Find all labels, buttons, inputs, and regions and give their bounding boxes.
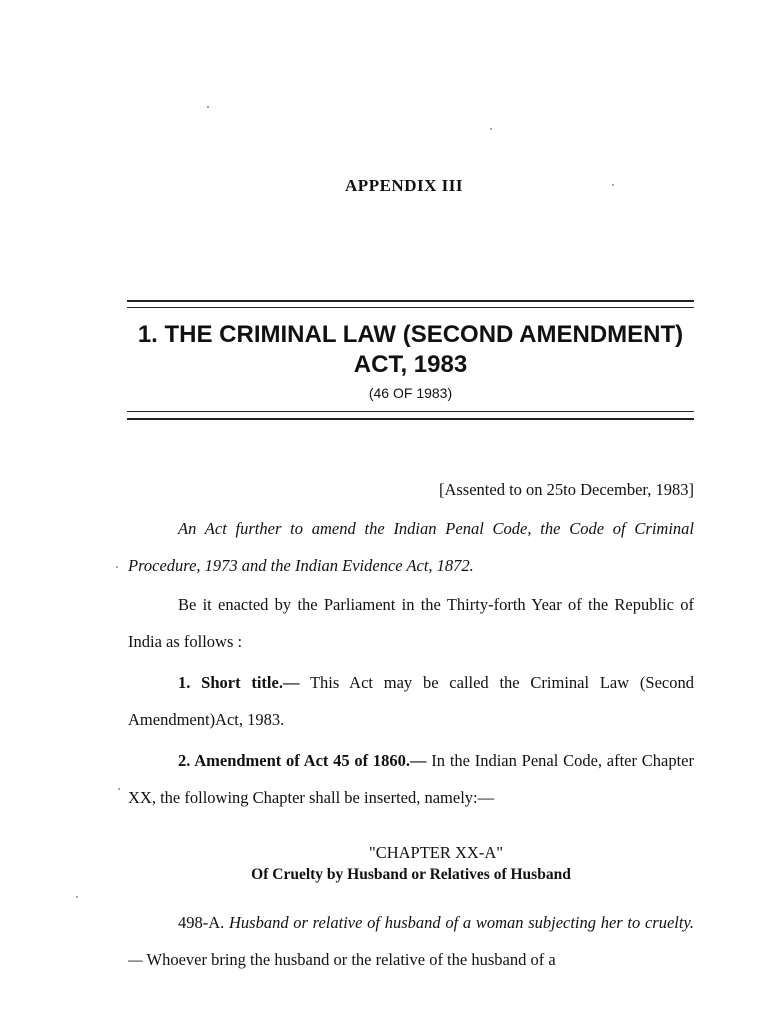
- section-heading: 1. Short title.—: [178, 673, 300, 692]
- assent-date: [Assented to on 25to December, 1983]: [438, 480, 694, 499]
- scan-speck: [207, 106, 209, 108]
- scan-speck: [118, 788, 120, 790]
- section-amendment: [128, 742, 694, 816]
- section-498a: [128, 904, 694, 978]
- section-text: This Act may be called the Criminal Law (Second Amendment)Act, 1983.: [128, 673, 694, 729]
- chapter-subtitle: Of Cruelty by Husband or Relatives of Husband: [251, 866, 571, 883]
- act-number: (46 OF 1983): [368, 385, 453, 401]
- section-short-title: [128, 664, 694, 738]
- section-text: Whoever bring the husband or the relative of the husband of a: [142, 950, 556, 969]
- bottom-rule-thin: [127, 411, 694, 412]
- section-text: In the Indian Penal Code, after Chapter XX, the following Chapter shall be inserted, namely:—: [128, 751, 694, 807]
- top-rule: [127, 300, 694, 302]
- long-title: An Act further to amend the Indian Penal Code, the Code of Criminal Procedure, 1973 and the Indian Evidence Act, 1872.: [128, 519, 694, 575]
- scan-speck: [490, 128, 492, 130]
- section-heading: 2. Amendment of Act 45 of 1860.—: [178, 751, 427, 770]
- top-rule-thin: [127, 307, 694, 308]
- enacting-clause: Be it enacted by the Parliament in the Thirty-forth Year of the Republic of India as follows :: [128, 595, 694, 651]
- chapter-title: "CHAPTER XX-A": [368, 843, 503, 862]
- section-number: 498-A.: [178, 913, 225, 932]
- appendix-heading: APPENDIX III: [345, 176, 463, 195]
- act-title: 1. THE CRIMINAL LAW (SECOND AMENDMENT) ACT, 1983: [137, 321, 684, 378]
- scan-speck: [76, 896, 78, 898]
- scan-speck: [116, 566, 118, 568]
- bottom-rule: [127, 418, 694, 420]
- section-heading: Husband or relative of husband of a woman subjecting her to cruelty.—: [128, 913, 694, 969]
